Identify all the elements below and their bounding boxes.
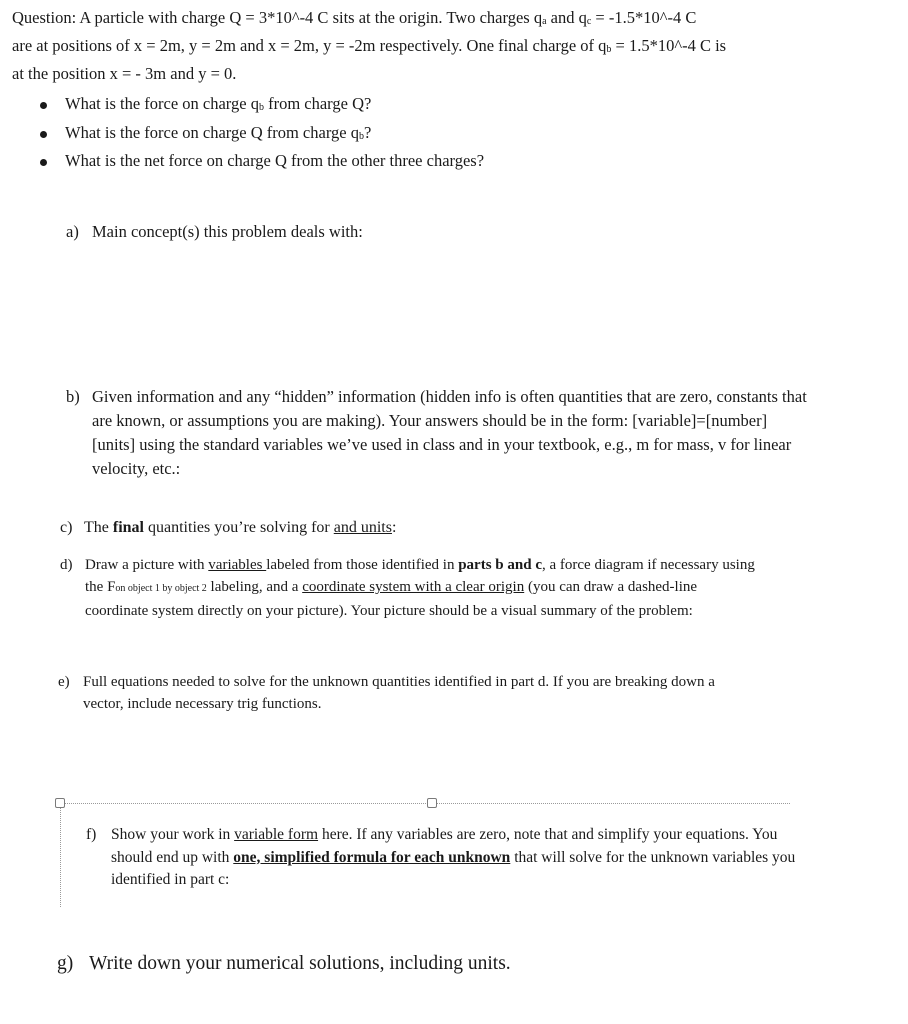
part-e [58,671,718,715]
bullet-item: What is the net force on charge Q from the other three charges? [40,149,484,174]
part-g-text: Write down your numerical solutions, including units. [89,953,511,974]
part-b-text: Given information and any “hidden” information (hidden info is often quantities that are zero, constants that are known, or assumptions you are making). Your answers should be in the form: [variable]=[number] [units] using the standard variables we’ve used in class and in your textbook, e.g., m for mass, v for linear velocity, etc.: [92,387,807,478]
resize-handle-icon[interactable] [55,798,65,808]
part-d-text: Draw a picture with variables labeled from those identified in parts b and c, a force diagram if necessary using the Fon object 1 by object 2 labeling, and a coordinate system with a clear origin (you can draw a dashed-line coordinate system directly on your picture). Your picture should be a visual summary of the problem: [85,557,755,619]
part-g [57,951,511,977]
question-line-2: are at positions of x = 2m, y = 2m and x = 2m, y = -2m respectively. One final charge of qb = 1.5*10^-4 C is [12,36,727,55]
part-f-label: f) [86,826,97,843]
part-d-label: d) [60,557,73,573]
bullet-dot-icon [40,131,47,138]
part-f [86,824,806,892]
part-e-text: Full equations needed to solve for the unknown quantities identified in part d. If you are breaking down a vector, include necessary trig functions. [83,674,715,712]
part-a [66,220,363,244]
question-text [12,6,892,86]
part-e-label: e) [58,674,70,690]
question-bullet-list [40,92,484,174]
bullet-item: What is the force on charge qb from charge Q? [40,92,484,121]
part-c [60,516,396,540]
bullet-item: What is the force on charge Q from charge qb? [40,121,484,150]
part-g-label: g) [57,953,74,974]
bullet-dot-icon [40,159,47,166]
part-b [66,385,811,481]
text-box-border-left [60,807,61,907]
part-c-label: c) [60,519,73,536]
part-f-text: Show your work in variable form here. If any variables are zero, note that and simplify your equations. You should end up with one, simplified formula for each unknown that will solve for the unknown variables you identified in part c: [111,826,796,888]
part-d [60,554,760,622]
part-a-label: a) [66,222,79,241]
question-line-3: at the position x = - 3m and y = 0. [12,64,237,83]
part-b-label: b) [66,387,80,406]
question-line-1: Question: A particle with charge Q = 3*10^-4 C sits at the origin. Two charges qa and qc = -1.5*10^-4 C [12,8,697,27]
part-a-text: Main concept(s) this problem deals with: [92,222,363,241]
resize-handle-icon[interactable] [427,798,437,808]
part-c-text: The final quantities you’re solving for and units: [84,519,397,536]
bullet-dot-icon [40,102,47,109]
